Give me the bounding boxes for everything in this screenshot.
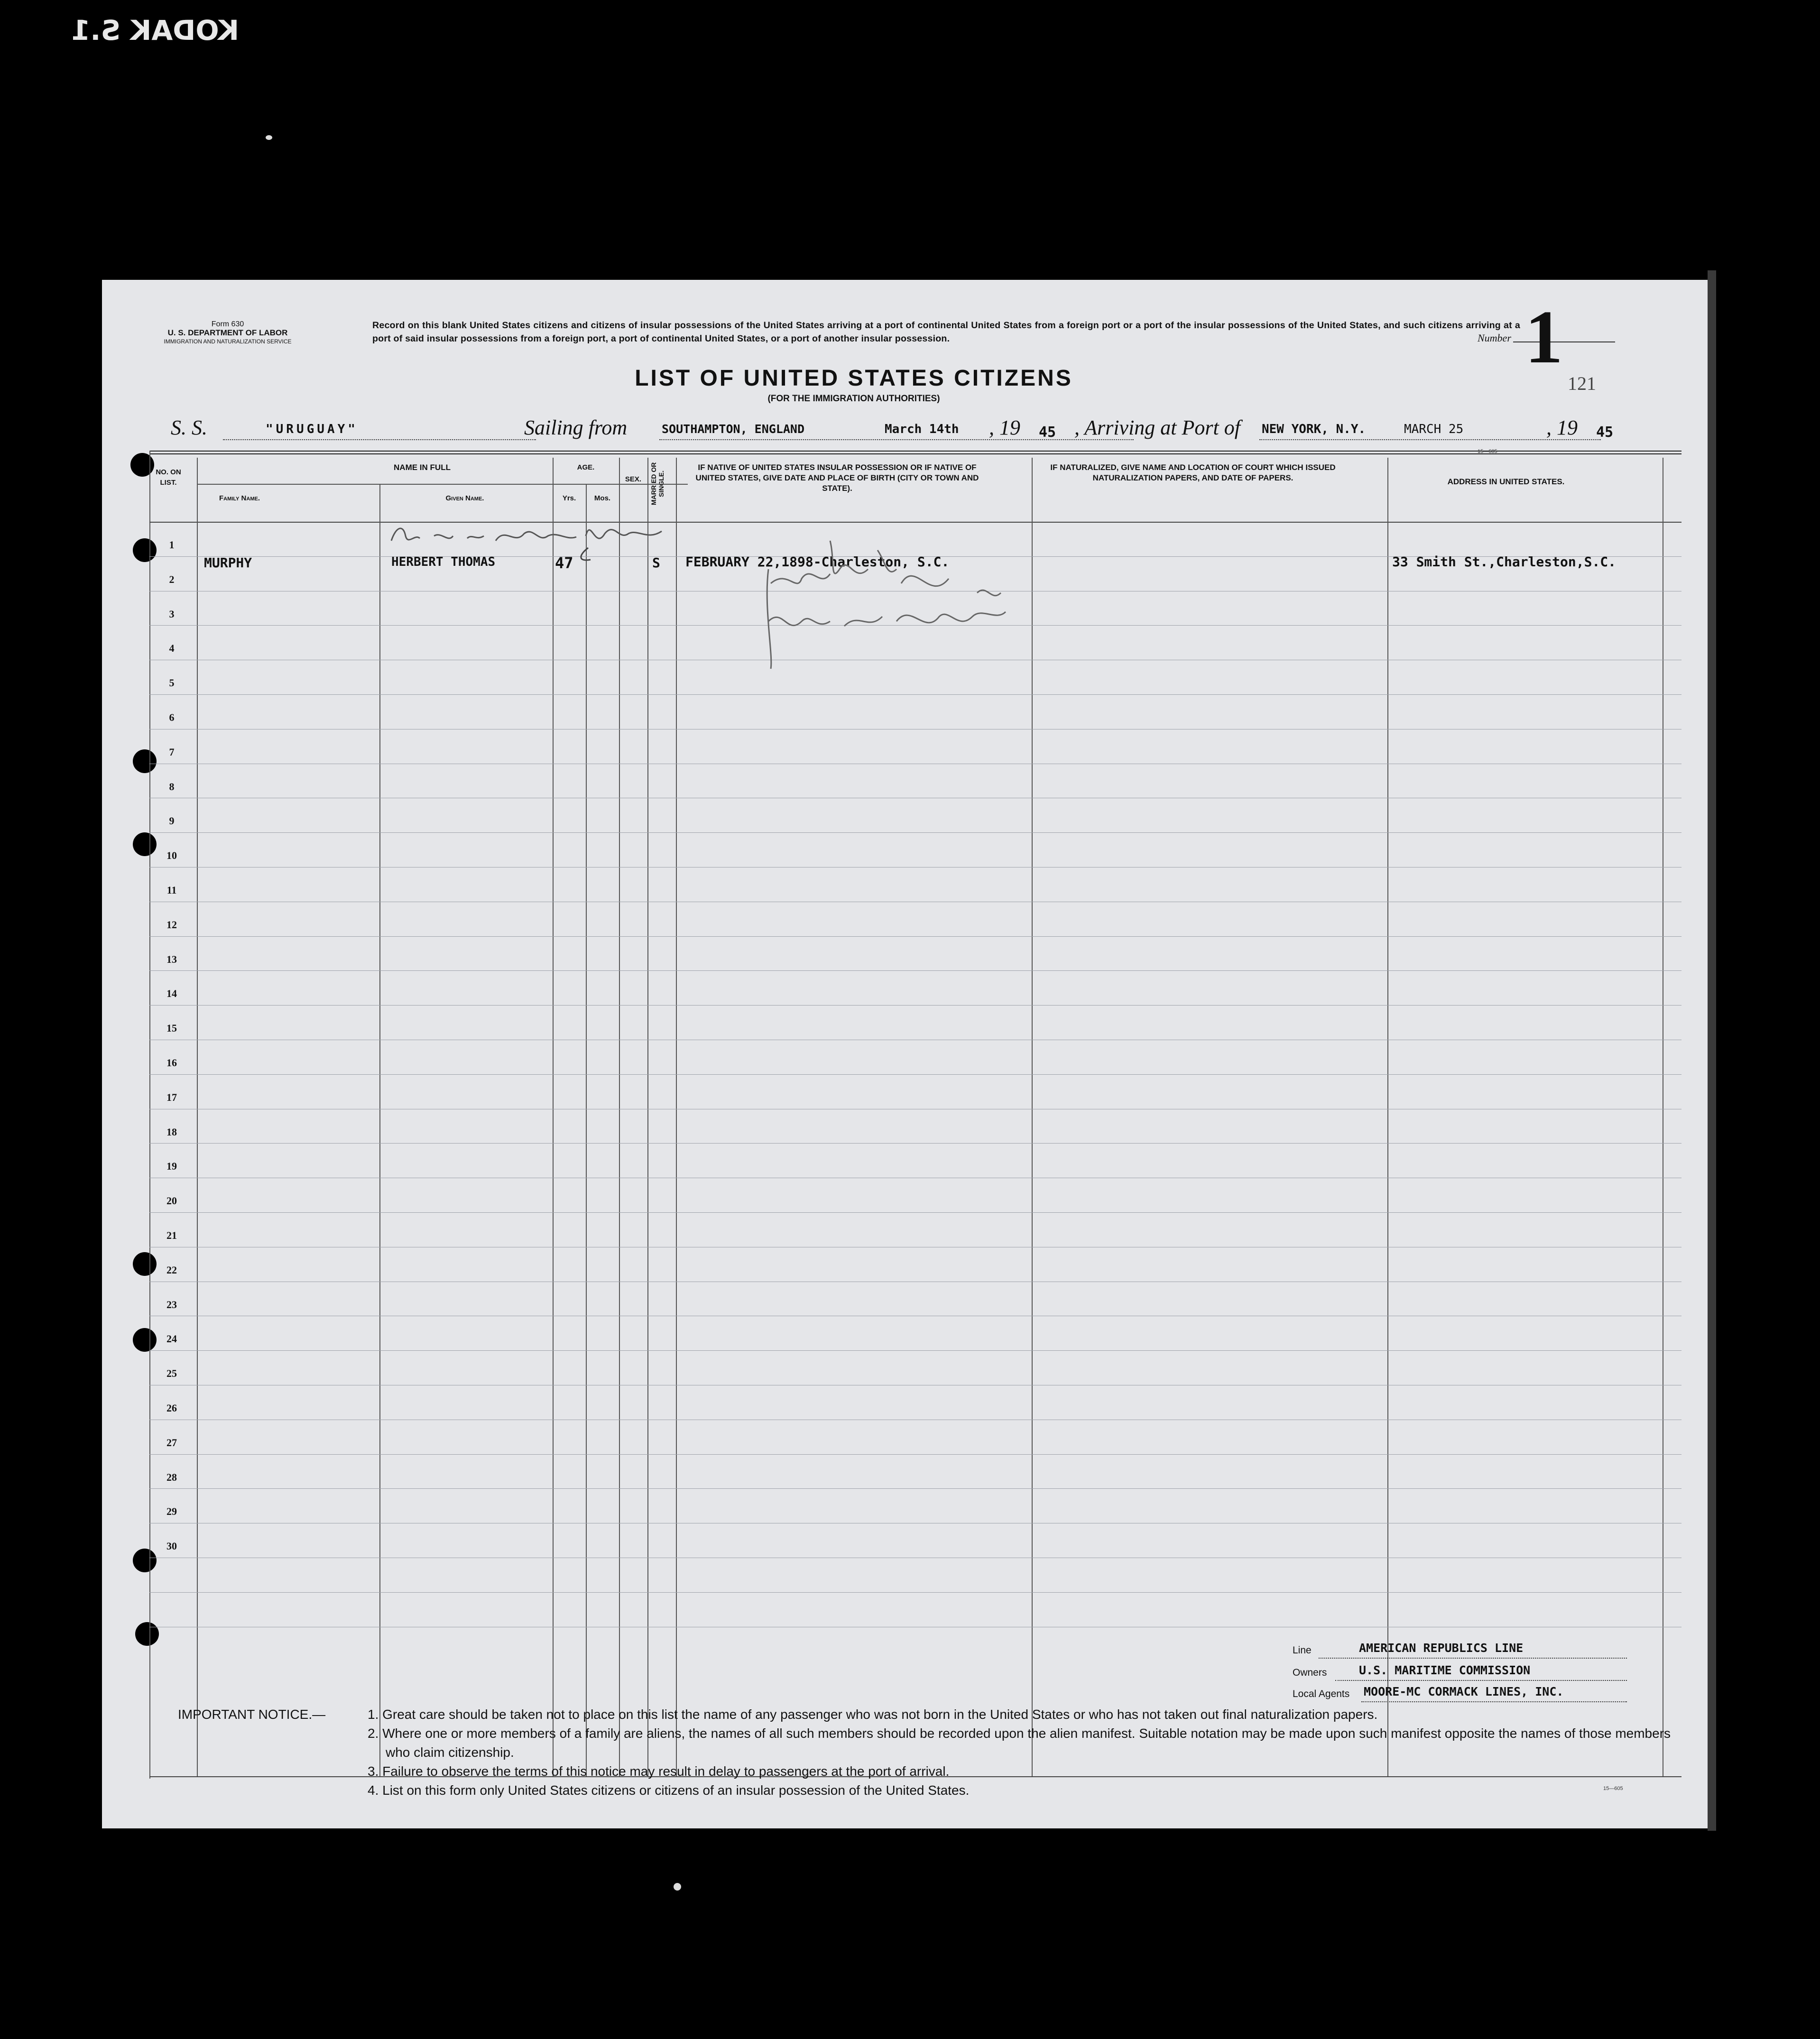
table-row-rule [149, 1488, 1681, 1489]
row-number: 30 [166, 1540, 177, 1552]
line-label: Line [1293, 1645, 1312, 1656]
row-number: 17 [166, 1091, 177, 1103]
page-title: LIST OF UNITED STATES CITIZENS [635, 366, 1073, 391]
table-top-rule [149, 451, 1681, 452]
agents-underline [1361, 1701, 1627, 1702]
row-number: 20 [166, 1195, 177, 1207]
row-number: 3 [169, 608, 175, 620]
row-number: 12 [166, 918, 177, 931]
film-speck [266, 135, 272, 140]
owners-value: U.S. MARITIME COMMISSION [1359, 1663, 1531, 1677]
table-row-rule [149, 1074, 1681, 1075]
owners-label: Owners [1293, 1667, 1327, 1678]
year-prefix-1: , 19 [989, 416, 1020, 439]
header-age: AGE. [577, 463, 595, 471]
row-number: 14 [166, 987, 177, 1000]
ship-name: "URUGUAY" [266, 422, 358, 436]
row-number: 25 [166, 1367, 177, 1380]
arrival-year: 45 [1596, 424, 1614, 441]
ship-underline [223, 439, 536, 440]
row-number: 6 [169, 711, 175, 723]
header-birth: IF NATIVE OF UNITED STATES INSULAR POSSESSION OR IF NATIVE OF UNITED STATES, GIVE DATE AND PLACE OF BIRTH (CITY OR TOWN AND STATE). [695, 463, 979, 493]
entry-address: 33 Smith St.,Charleston,S.C. [1392, 554, 1617, 570]
notice-list [368, 1705, 1677, 1800]
punch-hole [133, 1549, 157, 1572]
entry-birth: FEBRUARY 22,1898-Charleston, S.C. [685, 554, 950, 570]
header-no: NO. ON LIST. [156, 468, 181, 487]
table-row-rule [149, 970, 1681, 971]
arrival-port: NEW YORK, N.Y. [1262, 422, 1366, 436]
row-number: 10 [166, 849, 177, 862]
header-name-in-full: NAME IN FULL [394, 463, 451, 472]
agents-label: Local Agents [1293, 1688, 1350, 1699]
punch-hole [133, 832, 157, 856]
entry-given-name: HERBERT THOMAS [391, 555, 496, 569]
column-line [553, 458, 554, 1776]
notice-label: IMPORTANT NOTICE.— [178, 1707, 326, 1722]
header-given-name: Given Name. [445, 494, 484, 502]
punch-hole [130, 453, 154, 477]
column-line [619, 458, 620, 1776]
form-number: Form 630 [211, 320, 244, 328]
row-number: 1 [169, 539, 175, 551]
table-top-rule [149, 453, 1681, 454]
handwritten-signature [759, 512, 1025, 678]
department-name: U. S. DEPARTMENT OF LABOR [167, 328, 288, 337]
row-number: 27 [166, 1436, 177, 1449]
punch-hole [133, 1252, 157, 1276]
row-number: 29 [166, 1505, 177, 1518]
notice-item: 4. List on this form only United States citizens or citizens of an insular possession of the United States. [368, 1783, 970, 1798]
column-line [647, 458, 648, 1776]
record-instructions: Record on this blank United States citizens and citizens of insular possessions of the United States arriving at a port of continental United States from a foreign port or a port of the insular possessions of the United States, and such citizens arriving at a port of said insular possessions from a foreign port, a port of continental United States, or a port of another insular possession. [372, 320, 1520, 344]
table-row-rule [149, 1592, 1681, 1593]
row-number: 8 [169, 780, 175, 793]
row-number: 23 [166, 1298, 177, 1310]
sailing-port: SOUTHAMPTON, ENGLAND [662, 422, 805, 436]
notice-item: 1. Great care should be taken not to place on this list the name of any passenger who was not born in the United States or who has not taken out final naturalization papers. [368, 1707, 1378, 1722]
column-line [586, 484, 587, 1776]
line-value: AMERICAN REPUBLICS LINE [1359, 1641, 1524, 1655]
row-number: 2 [169, 573, 175, 585]
row-number: 22 [166, 1264, 177, 1276]
table-left-border [149, 451, 150, 1779]
row-number: 4 [169, 642, 175, 655]
list-number: 1 [1525, 295, 1563, 379]
table-row-rule [149, 936, 1681, 937]
service-name: IMMIGRATION AND NATURALIZATION SERVICE [164, 338, 292, 345]
manifest-sheet [102, 280, 1708, 1828]
column-line [1387, 458, 1388, 1776]
sailing-label: Sailing from [524, 416, 628, 439]
sailing-year: 45 [1039, 424, 1056, 441]
table-row-rule [149, 1350, 1681, 1351]
entry-marital-status: S [652, 555, 660, 571]
row-number: 24 [166, 1333, 177, 1345]
year-prefix-2: , 19 [1546, 416, 1578, 439]
stamp-number: 121 [1568, 373, 1596, 394]
owners-underline [1335, 1680, 1627, 1681]
punch-hole [135, 1622, 159, 1646]
row-number: 28 [166, 1471, 177, 1483]
row-number: 13 [166, 953, 177, 965]
column-line [676, 458, 677, 1776]
print-code-top: 15—605 [1478, 449, 1497, 454]
row-number: 21 [166, 1229, 177, 1241]
header-months: Mos. [594, 494, 611, 502]
row-number: 11 [166, 884, 177, 896]
agents-value: MOORE-MC CORMACK LINES, INC. [1364, 1685, 1564, 1698]
sheet-edge [1708, 270, 1716, 1831]
header-sex: SEX. [625, 475, 642, 483]
handwritten-annotation [382, 507, 676, 555]
header-married-or-single: MARRIED OR SINGLE. [650, 462, 665, 506]
notice-item: 2. Where one or more members of a family are aliens, the names of all such members should be recorded upon the alien manifest. Suitable notation may be made upon such manifest opposite the names of those members who claim citizenship. [368, 1726, 1671, 1760]
table-row-rule [149, 1143, 1681, 1144]
punch-hole [133, 749, 157, 773]
sailing-date: March 14th [885, 422, 959, 436]
form-identification [154, 320, 301, 346]
row-number: 15 [166, 1022, 177, 1034]
handwritten-mark [574, 545, 593, 564]
row-number: 7 [169, 746, 175, 758]
row-number: 26 [166, 1402, 177, 1414]
row-number: 18 [166, 1126, 177, 1138]
header-address: ADDRESS IN UNITED STATES. [1447, 477, 1565, 486]
row-number: 19 [166, 1160, 177, 1172]
number-label: Number [1478, 332, 1511, 344]
header-years: Yrs. [562, 494, 576, 502]
table-row-rule [149, 1212, 1681, 1213]
film-edge-lettering [71, 14, 517, 57]
subheader-rule [197, 484, 688, 485]
film-speck [674, 1883, 681, 1891]
row-number: 5 [169, 677, 175, 689]
punch-hole [133, 538, 157, 562]
table-row-rule [149, 694, 1681, 695]
punch-hole [133, 1328, 157, 1352]
header-naturalized: IF NATURALIZED, GIVE NAME AND LOCATION OF COURT WHICH ISSUED NATURALIZATION PAPERS, AND DATE OF PAPERS. [1050, 463, 1336, 482]
arriving-label: , Arriving at Port of [1074, 416, 1240, 439]
row-number: 16 [166, 1057, 177, 1069]
column-line [197, 458, 198, 1776]
table-row-rule [149, 832, 1681, 833]
table-row-rule [149, 1454, 1681, 1455]
line-underline [1319, 1658, 1627, 1659]
row-number: 9 [169, 815, 175, 827]
page-subtitle: (FOR THE IMMIGRATION AUTHORITIES) [767, 394, 940, 404]
arrival-date: MARCH 25 [1404, 422, 1464, 436]
entry-age-years: 47 [555, 554, 573, 572]
film-edge-text: KODAK S.1 [71, 14, 239, 46]
table-row-rule [149, 1005, 1681, 1006]
column-line [379, 484, 380, 1776]
entry-family-name: MURPHY [204, 555, 252, 571]
ss-label: S. S. [171, 416, 207, 439]
sailing-underline [659, 439, 1134, 440]
column-line [1032, 458, 1033, 1776]
header-family-name: Family Name. [219, 494, 260, 502]
print-code: 15—605 [1603, 1786, 1623, 1791]
notice-item: 3. Failure to observe the terms of this notice may result in delay to passengers at the port of arrival. [368, 1764, 950, 1779]
